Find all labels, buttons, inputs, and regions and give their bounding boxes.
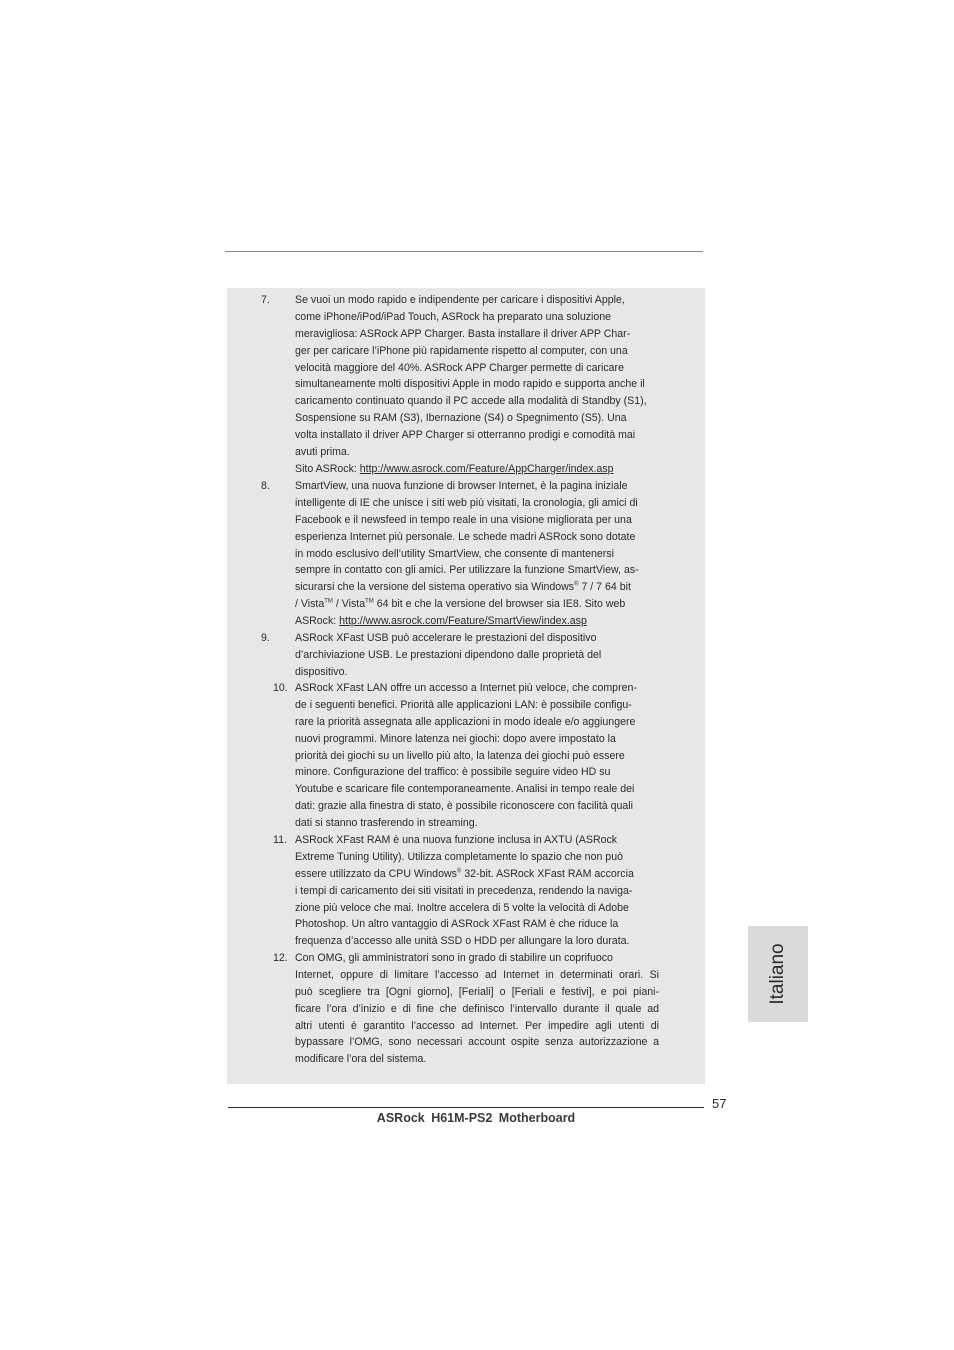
text-line: priorità dei giochi su un livello più alto, la latenza dei giochi può essere — [295, 749, 625, 762]
text-line: in modo esclusivo dell’utility SmartView, che consente di mantenersi — [295, 547, 614, 560]
item-number: 9. — [261, 632, 270, 644]
item-text — [295, 680, 685, 832]
text-line: Facebook e il newsfeed in tempo reale in una visione migliorata per una — [295, 513, 632, 526]
text-line: rare la priorità assegnata alle applicazioni in modo ideale e/o aggiungere — [295, 715, 636, 728]
text-line: Youtube e scaricare file contemporaneamente. Analisi in tempo reale dei — [295, 783, 635, 796]
text-segment: sicurarsi che la versione del sistema operativo sia Windows — [295, 581, 575, 594]
site-label: ASRock: — [295, 615, 340, 628]
text-segment: / Vista — [295, 598, 325, 611]
text-line: minore. Configurazione del traffico: è possibile seguire video HD su — [295, 766, 611, 779]
item-text — [295, 630, 685, 681]
text-line: Photoshop. Un altro vantaggio di ASRock XFast RAM è che riduce la — [295, 918, 619, 931]
text-line: Internet, oppure di limitare l’accesso ad Internet in determinati orari. Si — [295, 968, 659, 981]
top-divider — [225, 251, 703, 252]
text-line: intelligente di IE che unisce i siti web più visitati, la cronologia, gli amici di — [295, 496, 638, 509]
text-line: Se vuoi un modo rapido e indipendente per caricare i dispositivi Apple, — [295, 294, 625, 306]
page-number: 57 — [712, 1096, 727, 1111]
item-text — [295, 832, 685, 950]
item-number: 11. — [273, 834, 287, 846]
item-text — [295, 292, 685, 478]
text-line: dati: grazie alla finestra di stato, è possibile riconoscere con facilità quali — [295, 800, 634, 813]
text-segment: essere utilizzato da CPU Windows — [295, 867, 457, 880]
site-line — [295, 613, 685, 630]
trademark-mark: TM — [365, 598, 374, 605]
footer-divider — [228, 1107, 704, 1108]
item-text — [295, 950, 659, 1068]
site-label: Sito ASRock: — [295, 462, 360, 475]
text-line — [295, 866, 685, 883]
item-number: 12. — [273, 952, 288, 964]
text-line: frequenza d’accesso alle unità SSD o HDD per allungare la loro durata. — [295, 935, 630, 948]
text-line: bypassare l’OMG, sono necessari account ospite senza autorizzazione a — [295, 1036, 659, 1049]
text-line: Extreme Tuning Utility). Utilizza completamente lo spazio che non può — [295, 850, 623, 863]
text-line: modificare l’ora del sistema. — [295, 1053, 427, 1066]
text-line: sempre in contatto con gli amici. Per utilizzare la funzione SmartView, as- — [295, 564, 639, 577]
text-line: Con OMG, gli amministratori sono in grado di stabilire un coprifuoco — [295, 952, 613, 964]
item-text — [295, 478, 685, 630]
text-line: avuti prima. — [295, 446, 350, 459]
text-line: altri utenti è garantito l’accesso ad Internet. Per impedire agli utenti di — [295, 1019, 659, 1032]
text-line: nuovi programmi. Minore latenza nei giochi: dopo avere impostato la — [295, 732, 616, 745]
text-line: velocità maggiore del 40%. ASRock APP Charger permette di caricare — [295, 361, 624, 374]
text-line: zione più veloce che mai. Inoltre accelera di 5 volte la velocità di Adobe — [295, 901, 629, 914]
text-line: Sospensione su RAM (S3), Ibernazione (S4) o Spegnimento (S5). Una — [295, 412, 627, 425]
item-number: 10. — [273, 682, 288, 694]
registered-mark: ® — [574, 581, 579, 588]
text-line: i tempi di caricamento dei siti visitati in precedenza, rendendo la naviga- — [295, 884, 633, 897]
text-line: d’archiviazione USB. Le prestazioni dipendono dalle proprietà del — [295, 648, 602, 661]
text-line: ASRock XFast LAN offre un accesso a Internet più veloce, che compren- — [295, 682, 637, 694]
text-line: dati si stanno trasferendo in streaming. — [295, 817, 478, 830]
registered-mark: ® — [456, 868, 462, 875]
smartview-link[interactable]: http://www.asrock.com/Feature/SmartView/index.asp — [339, 615, 587, 628]
text-line: simultaneamente molti dispositivi Apple in modo rapido e supporta anche il — [295, 378, 645, 391]
text-line: caricamento continuato quando il PC accede alla modalità di Standby (S1), — [295, 395, 647, 408]
text-line: esperienza Internet più personale. Le schede madri ASRock sono dotate — [295, 530, 636, 543]
text-segment: 32-bit. ASRock XFast RAM accorcia — [461, 867, 634, 880]
item-number: 7. — [261, 294, 270, 306]
text-segment: / Vista — [332, 598, 366, 611]
language-tab — [748, 926, 808, 1022]
text-line: ficare l’ora d’inizio e di fine che definisco l’intervallo durante il quale ad — [295, 1002, 659, 1015]
text-line: de i seguenti benefici. Priorità alle applicazioni LAN: è possibile configu- — [295, 698, 632, 711]
footer-title: ASRock H61M-PS2 Motherboard — [376, 1111, 576, 1125]
text-line: volta installato il driver APP Charger si otterranno prodigi e comodità mai — [295, 429, 636, 442]
language-label: Italiano — [767, 943, 788, 1005]
text-line: può scegliere tra [Ogni giorno], [Feriali] o [Feriali e festivi], e poi piani- — [295, 985, 659, 998]
site-line — [295, 461, 685, 478]
text-line: ASRock XFast USB può accelerare le prestazioni del dispositivo — [295, 632, 597, 644]
text-line: meravigliosa: ASRock APP Charger. Basta installare il driver APP Char- — [295, 327, 631, 340]
content-panel — [227, 288, 705, 1084]
text-line: ger per caricare l’iPhone più rapidamente rispetto al computer, con una — [295, 344, 628, 357]
text-segment: 64 bit e che la versione del browser sia IE8. Sito web — [373, 598, 626, 611]
text-line: dispositivo. — [295, 665, 348, 678]
text-line — [295, 579, 685, 596]
text-line: SmartView, una nuova funzione di browser Internet, è la pagina iniziale — [295, 480, 628, 492]
text-line — [295, 596, 685, 613]
item-number: 8. — [261, 480, 270, 492]
app-charger-link[interactable]: http://www.asrock.com/Feature/AppCharger/index.asp — [359, 462, 614, 475]
text-segment: 7 / 7 64 bit — [578, 581, 631, 594]
text-line: ASRock XFast RAM è una nuova funzione inclusa in AXTU (ASRock — [295, 834, 618, 846]
trademark-mark: TM — [324, 598, 333, 605]
text-line: come iPhone/iPod/iPad Touch, ASRock ha preparato una soluzione — [295, 310, 612, 323]
